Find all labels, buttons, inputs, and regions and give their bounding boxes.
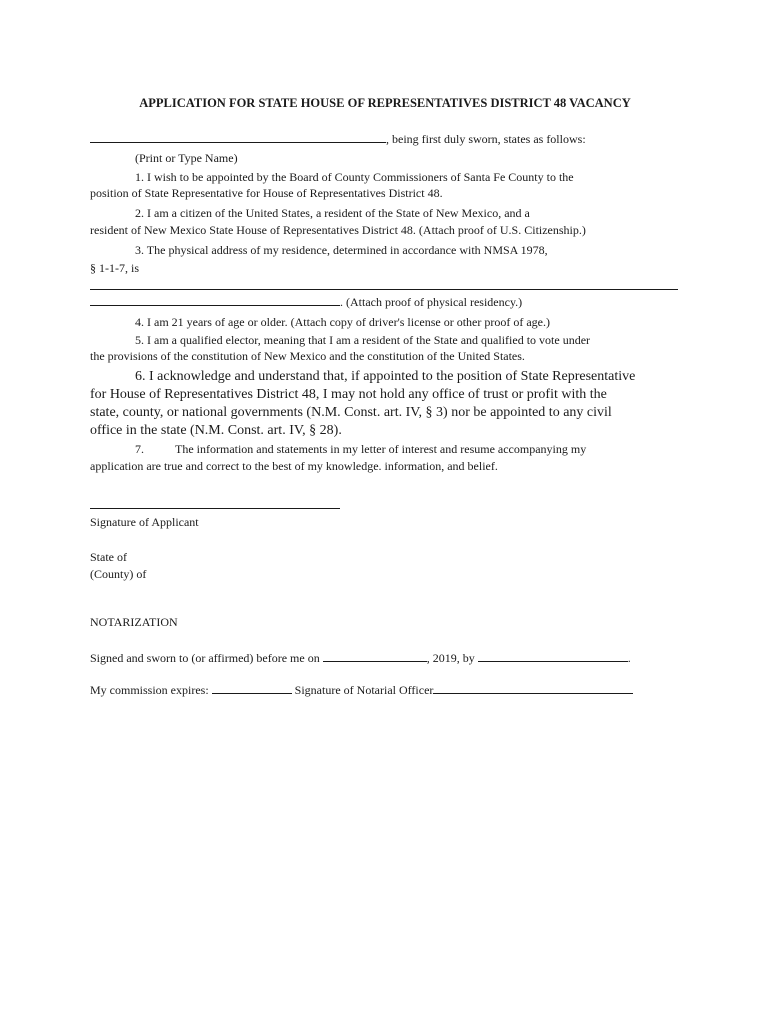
state-label: State of [90,550,127,564]
sworn-prefix: Signed and sworn to (or affirmed) before me on [90,651,320,665]
sworn-line [90,650,631,666]
item-7-line-1 [135,442,586,457]
item-3-line-1: 3. The physical address of my residence, determined in accordance with NMSA 1978, [135,243,548,257]
item-6-line-3: state, county, or national governments (N.M. Const. art. IV, § 3) nor be appointed to any civil [90,405,612,420]
sworn-year: , 2019, by [426,651,475,665]
applicant-name-field[interactable] [90,131,386,143]
item-6-line-4: office in the state (N.M. Const. art. IV, § 28). [90,423,342,438]
oath-text: , being first duly sworn, states as follows: [386,132,586,146]
address-line-2 [90,294,522,310]
item-2-line-2: resident of New Mexico State House of Representatives District 48. (Attach proof of U.S. Citizenship.) [90,223,586,237]
sworn-by-field[interactable] [478,650,628,662]
oath-line [90,131,586,147]
sworn-date-field[interactable] [323,650,427,662]
item-6-line-2: for House of Representatives District 48, I may not hold any office of trust or profit with the [90,387,607,402]
commission-label: My commission expires: [90,683,209,697]
notarization-heading: NOTARIZATION [90,615,178,629]
item-7-text: The information and statements in my letter of interest and resume accompanying my [175,442,587,456]
address-attach-note: . (Attach proof of physical residency.) [340,295,523,309]
notary-signature-field[interactable] [433,682,633,694]
signature-label: Signature of Applicant [90,515,199,529]
sworn-end: . [627,651,631,665]
address-field-line-1[interactable] [90,289,678,290]
item-1-line-2: position of State Representative for House of Representatives District 48. [90,186,443,200]
address-field-line-2[interactable] [90,294,340,306]
item-7-line-2: application are true and correct to the best of my knowledge. information, and belief. [90,459,498,473]
item-1-line-1: 1. I wish to be appointed by the Board of County Commissioners of Santa Fe County to the [135,170,574,184]
county-label: (County) of [90,567,147,581]
page-title: APPLICATION FOR STATE HOUSE OF REPRESENTATIVES DISTRICT 48 VACANCY [139,96,631,110]
item-5-line-2: the provisions of the constitution of New Mexico and the constitution of the United States. [90,349,525,363]
item-5-line-1: 5. I am a qualified elector, meaning that I am a resident of the State and qualified to vote under [135,333,591,347]
item-6-line-1: 6. I acknowledge and understand that, if appointed to the position of State Representative [135,369,636,384]
commission-line [90,682,633,698]
item-3-line-2: § 1-1-7, is [90,261,139,275]
item-7-number: 7. [135,442,144,456]
notary-signature-label: Signature of Notarial Officer [294,683,434,697]
item-2-line-1: 2. I am a citizen of the United States, a resident of the State of New Mexico, and a [135,206,530,220]
item-4-line-1: 4. I am 21 years of age or older. (Attach copy of driver's license or other proof of age.) [135,315,551,329]
commission-expiry-field[interactable] [212,682,292,694]
applicant-signature-line[interactable] [90,508,340,509]
name-caption: (Print or Type Name) [135,151,238,165]
